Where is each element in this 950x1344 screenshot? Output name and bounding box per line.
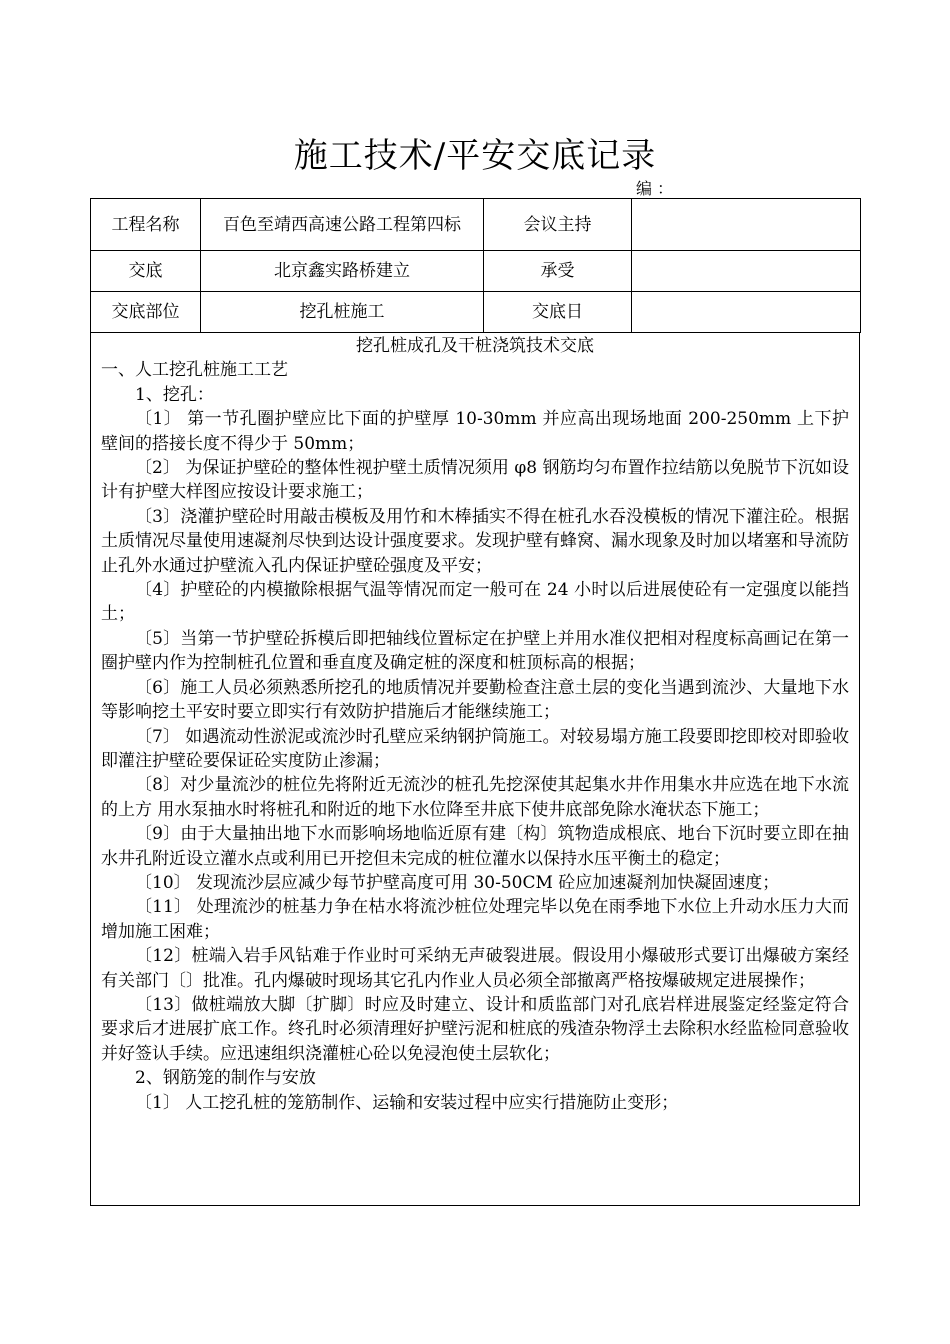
list-item: 〔11〕 处理流沙的桩基力争在枯水将流沙桩位处理完毕以免在雨季地下水位上升动水压力大而增加施工困难； (101, 897, 849, 942)
disclosure-content (90, 332, 860, 1206)
location-value: 挖孔桩施工 (201, 292, 484, 333)
editor-label: 编 ： (636, 179, 674, 198)
date-value (632, 292, 861, 333)
receiver-label: 承受 (484, 251, 632, 292)
subsection-heading-drilling: 1、挖孔： (135, 384, 214, 405)
header-row-discloser (91, 251, 861, 292)
list-item: 〔4〕护壁砼的内模撤除根据气温等情况而定一般可在 24 小时以后进展使砼有一定强度以能挡土； (101, 580, 849, 625)
list-item: 〔1〕 人工挖孔桩的笼筋制作、运输和安装过程中应实行措施防止变形； (135, 1092, 679, 1113)
list-item: 〔9〕由于大量抽出地下水而影响场地临近原有建〔构〕筑物造成根底、地台下沉时要立即在抽水井孔附近设立灌水点或利用已开挖但未完成的桩位灌水以保持水压平衡土的稳定； (101, 824, 849, 869)
receiver-value (632, 251, 861, 292)
list-item: 〔6〕施工人员必须熟悉所挖孔的地质情况并要勤检查注意土层的变化当遇到流沙、大量地下水等影响挖土平安时要立即实行有效防护措施后才能继续施工； (101, 677, 849, 723)
list-item: 〔7〕 如遇流动性淤泥或流沙时孔壁应采纳钢护筒施工。对较易塌方施工段要即挖即校对即验收即灌注护壁砼要保证砼实度防止渗漏； (101, 726, 849, 771)
header-row-location (91, 292, 861, 333)
subsection-heading-rebar: 2、钢筋笼的制作与安放 (135, 1068, 316, 1089)
discloser-value: 北京鑫实路桥建立 (201, 251, 484, 292)
list-item: 〔2〕 为保证护壁砼的整体性视护壁土质情况须用 φ8 钢筋均匀布置作拉结筋以免脱节下沉如设计有护壁大样图应按设计要求施工； (101, 458, 849, 503)
document-title: 施工技术/平安交底记录 (293, 136, 657, 176)
list-item: 〔3〕浇灌护壁砼时用敲击模板及用竹和木棒插实不得在桩孔水吞没模板的情况下灌注砼。根据土质情况尽量使用速凝剂尽快到达设计强度要求。发现护壁有蜂窝、漏水现象及时加以堵塞和导流防止孔外水通过护壁流入孔内保证护壁砼强度及平安； (101, 506, 849, 576)
header-table (90, 198, 861, 333)
date-label: 交底日 (484, 292, 632, 333)
list-item: 〔10〕 发现流沙层应减少每节护壁高度可用 30-50CM 砼应加速凝剂加快凝固速度； (135, 872, 780, 893)
list-item: 〔1〕 第一节孔圈护壁应比下面的护壁厚 10-30mm 并应高出现场地面 200-250mm 上下护壁间的搭接长度不得少于 50mm； (101, 409, 849, 454)
meeting-host-value (632, 199, 861, 251)
meeting-host-label: 会议主持 (484, 199, 632, 251)
list-item: 〔8〕对少量流沙的桩位先将附近无流沙的桩孔先挖深使其起集水井作用集水井应选在地下水流的上方 用水泵抽水时将桩孔和附近的地下水位降至井底下使井底部免除水淹状态下施工； (101, 775, 849, 820)
list-item: 〔12〕桩端入岩手风钻难于作业时可采纳无声破裂进展。假设用小爆破形式要订出爆破方案经有关部门〔〕批准。孔内爆破时现场其它孔内作业人员必须全部撤离严格按爆破规定进展操作； (101, 946, 849, 991)
location-label: 交底部位 (91, 292, 201, 333)
content-subtitle: 挖孔桩成孔及干桩浇筑技术交底 (356, 336, 594, 356)
project-name-label: 工程名称 (91, 199, 201, 251)
list-item: 〔5〕当第一节护壁砼拆模后即把轴线位置标定在护壁上并用水准仪把相对程度标高画记在第一圈护壁内作为控制桩孔位置和垂直度及确定桩的深度和桩顶标高的根据； (101, 628, 849, 674)
list-item: 〔13〕做桩端放大脚〔扩脚〕时应及时建立、设计和质监部门对孔底岩样进展鉴定经鉴定符合要求后才进展扩底工作。终孔时必须清理好护壁污泥和桩底的残渣杂物浮土去除积水经监检同意验收并好签认手续。应迅速组织浇灌桩心砼以免浸泡使土层软化； (101, 994, 849, 1064)
section-heading: 一、人工挖孔桩施工工艺 (101, 360, 288, 381)
discloser-label: 交底 (91, 251, 201, 292)
header-row-project (91, 199, 861, 251)
project-name-value: 百色至靖西高速公路工程第四标 (201, 199, 484, 251)
